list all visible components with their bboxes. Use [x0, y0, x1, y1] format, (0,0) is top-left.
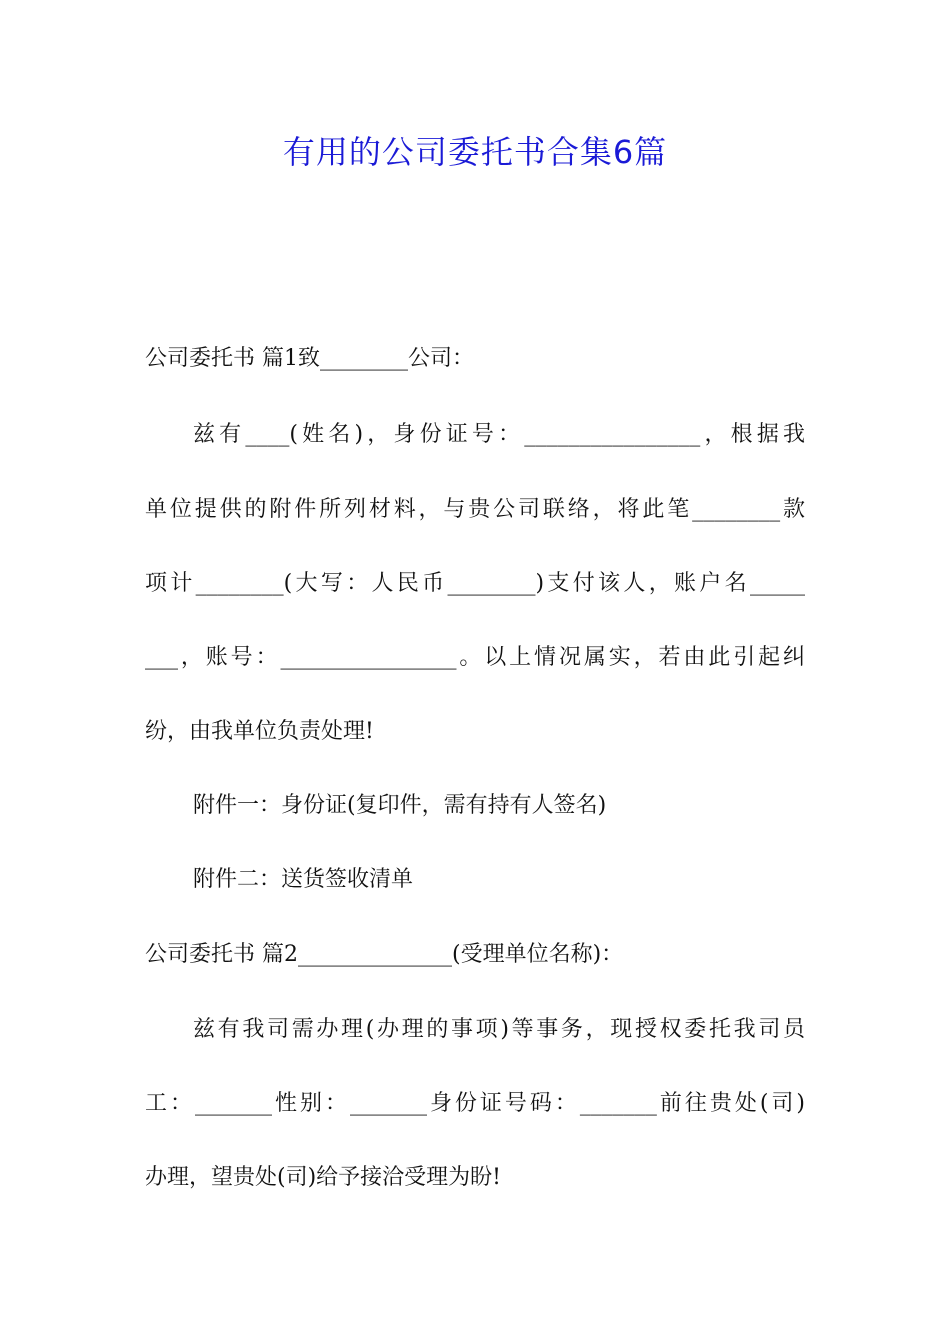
- paragraph-line: 办理，望贵处(司)给予接洽受理为盼!: [145, 1165, 502, 1190]
- section-1-heading: 公司委托书 篇1致________公司：: [145, 346, 474, 371]
- paragraph-line: 项计________(大写：人民币________)支付该人，账户名_____: [145, 571, 805, 596]
- paragraph-line: 兹有我司需办理(办理的事项)等事务，现授权委托我司员: [193, 1017, 805, 1042]
- paragraph-line: 纷，由我单位负责处理!: [145, 719, 374, 744]
- paragraph-line: 工：_______性别：_______身份证号码：_______前往贵处(司): [145, 1091, 805, 1116]
- attachment-line: 附件二：送货签收清单: [193, 867, 414, 892]
- paragraph-line: 单位提供的附件所列材料，与贵公司联络，将此笔________款: [145, 497, 805, 522]
- paragraph-line: 兹有____(姓名)，身份证号：________________，根据我: [193, 422, 805, 447]
- attachment-line: 附件一：身份证(复印件，需有持有人签名): [193, 793, 607, 818]
- document-title: 有用的公司委托书合集6篇: [282, 133, 668, 171]
- paragraph-line: ___，账号：________________。以上情况属实，若由此引起纠: [145, 645, 805, 670]
- section-2-heading: 公司委托书 篇2______________(受理单位名称)：: [145, 942, 624, 967]
